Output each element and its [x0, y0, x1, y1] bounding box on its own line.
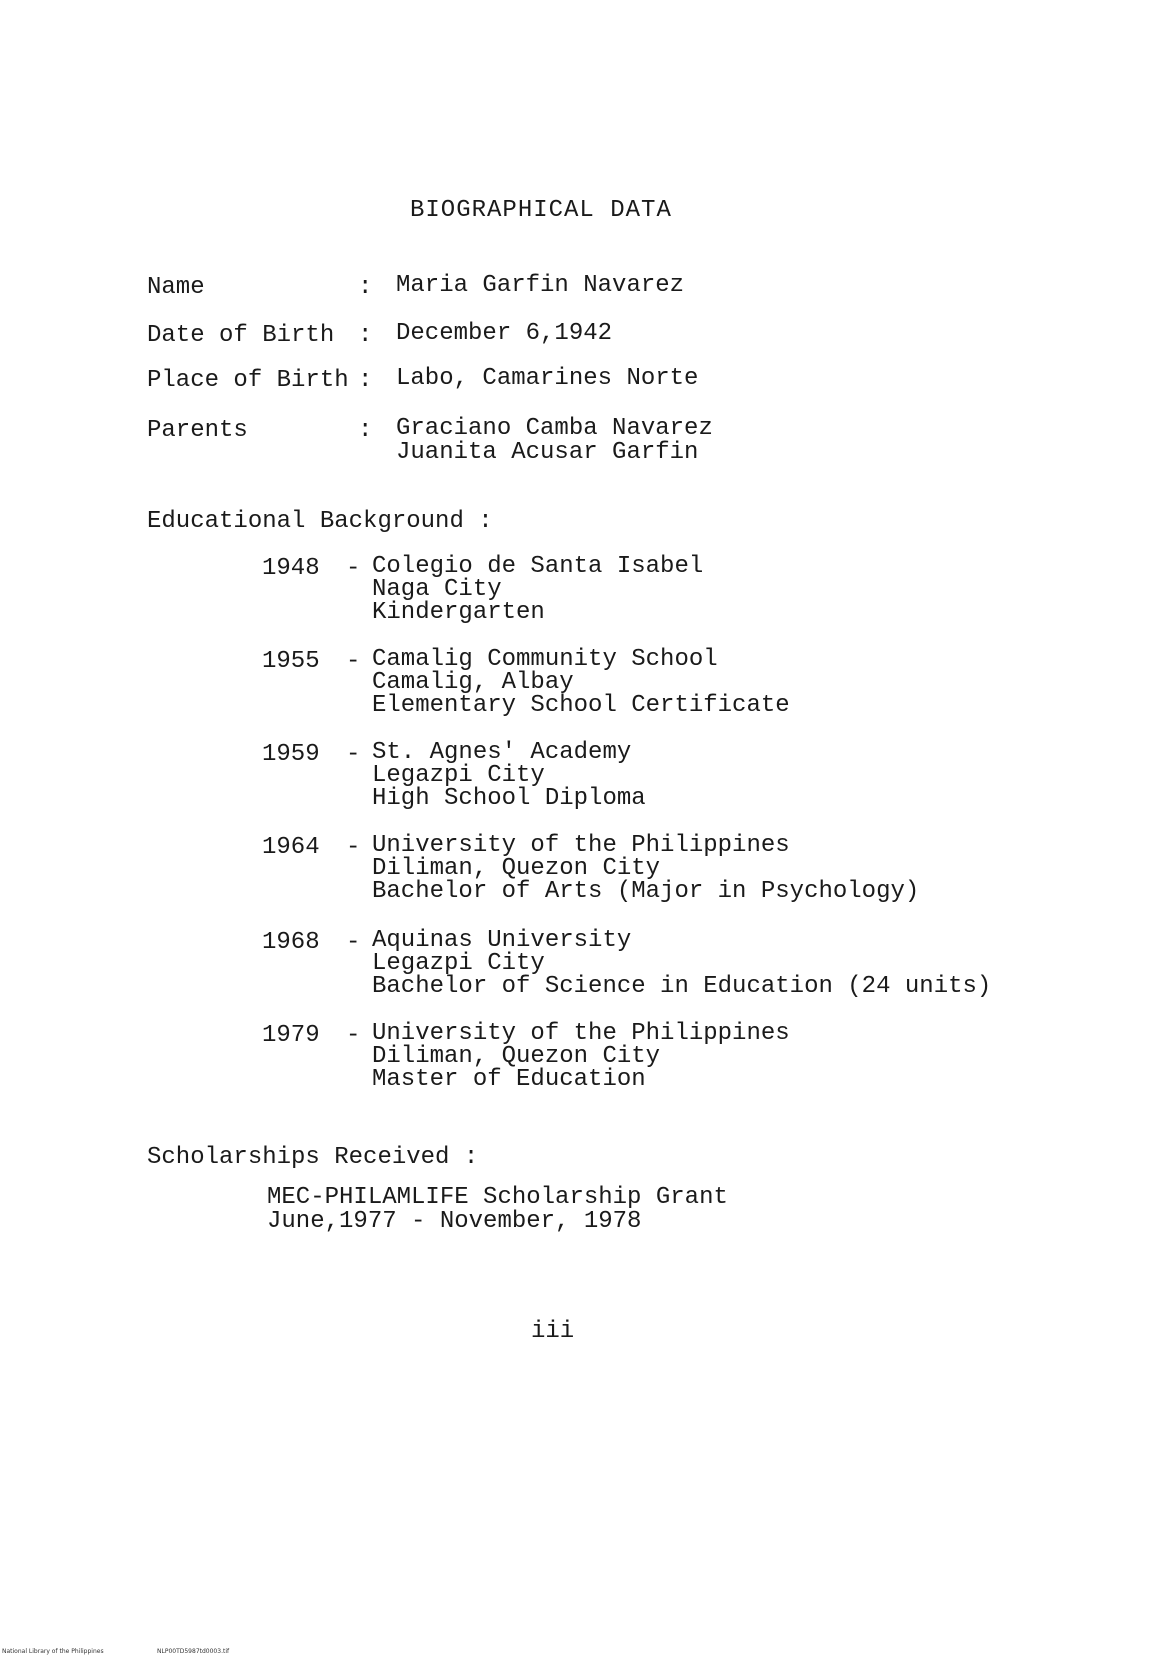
scholarships-heading: Scholarships Received :	[147, 1144, 479, 1171]
education-line: University of the Philippines	[372, 1020, 790, 1047]
footer-library-label: National Library of the Philippines	[2, 1648, 104, 1655]
education-line: Colegio de Santa Isabel	[372, 553, 704, 580]
education-dash: -	[346, 929, 361, 956]
bio-label-name: Name	[147, 274, 205, 301]
education-entry	[372, 929, 991, 998]
education-entry	[372, 741, 646, 810]
bio-separator: :	[358, 322, 373, 349]
education-line: Diliman, Quezon City	[372, 855, 661, 882]
education-dash: -	[346, 1022, 361, 1049]
education-line: Naga City	[372, 576, 502, 603]
education-line: St. Agnes' Academy	[372, 739, 632, 766]
bio-value-line: December 6,1942	[396, 320, 613, 347]
education-entry	[372, 834, 919, 903]
education-line: Aquinas University	[372, 927, 632, 954]
education-line: Legazpi City	[372, 762, 545, 789]
bio-label-date-of-birth: Date of Birth	[147, 322, 335, 349]
education-year: 1979	[262, 1022, 320, 1049]
education-line: Camalig Community School	[372, 646, 718, 673]
bio-separator: :	[358, 367, 373, 394]
bio-label-parents: Parents	[147, 417, 248, 444]
education-line: Bachelor of Arts (Major in Psychology)	[372, 878, 920, 905]
education-line: High School Diploma	[372, 785, 646, 812]
scholarship-line: MEC-PHILAMLIFE Scholarship Grant	[267, 1184, 728, 1211]
education-year: 1968	[262, 929, 320, 956]
education-line: Elementary School Certificate	[372, 692, 790, 719]
scholarship-line: June,1977 - November, 1978	[267, 1208, 642, 1235]
education-dash: -	[346, 555, 361, 582]
education-line: University of the Philippines	[372, 832, 790, 859]
bio-value-name	[396, 274, 684, 298]
education-dash: -	[346, 741, 361, 768]
footer-file-name: NLP00TD5987td0003.tif	[157, 1648, 230, 1655]
bio-value-line: Graciano Camba Navarez	[396, 415, 713, 442]
bio-value-line: Maria Garfin Navarez	[396, 272, 685, 299]
education-line: Camalig, Albay	[372, 669, 574, 696]
bio-value-place-of-birth	[396, 367, 698, 391]
bio-separator: :	[358, 417, 373, 444]
education-entry	[372, 555, 703, 624]
bio-value-line: Labo, Camarines Norte	[396, 365, 699, 392]
bio-label-place-of-birth: Place of Birth	[147, 367, 349, 394]
education-entry	[372, 648, 790, 717]
education-dash: -	[346, 648, 361, 675]
education-line: Bachelor of Science in Education (24 units)	[372, 973, 992, 1000]
education-year: 1948	[262, 555, 320, 582]
bio-value-parents	[396, 417, 713, 465]
education-line: Legazpi City	[372, 950, 545, 977]
education-line: Master of Education	[372, 1066, 646, 1093]
education-entry	[372, 1022, 790, 1091]
education-heading: Educational Background :	[147, 508, 493, 535]
education-year: 1955	[262, 648, 320, 675]
bio-value-line: Juanita Acusar Garfin	[396, 439, 699, 466]
education-line: Diliman, Quezon City	[372, 1043, 661, 1070]
bio-separator: :	[358, 274, 373, 301]
page-number: iii	[531, 1318, 575, 1345]
bio-value-date-of-birth	[396, 322, 612, 346]
page-title: BIOGRAPHICAL DATA	[410, 197, 672, 224]
education-year: 1959	[262, 741, 320, 768]
education-year: 1964	[262, 834, 320, 861]
education-dash: -	[346, 834, 361, 861]
scholarship-entry	[267, 1186, 728, 1234]
education-line: Kindergarten	[372, 599, 545, 626]
